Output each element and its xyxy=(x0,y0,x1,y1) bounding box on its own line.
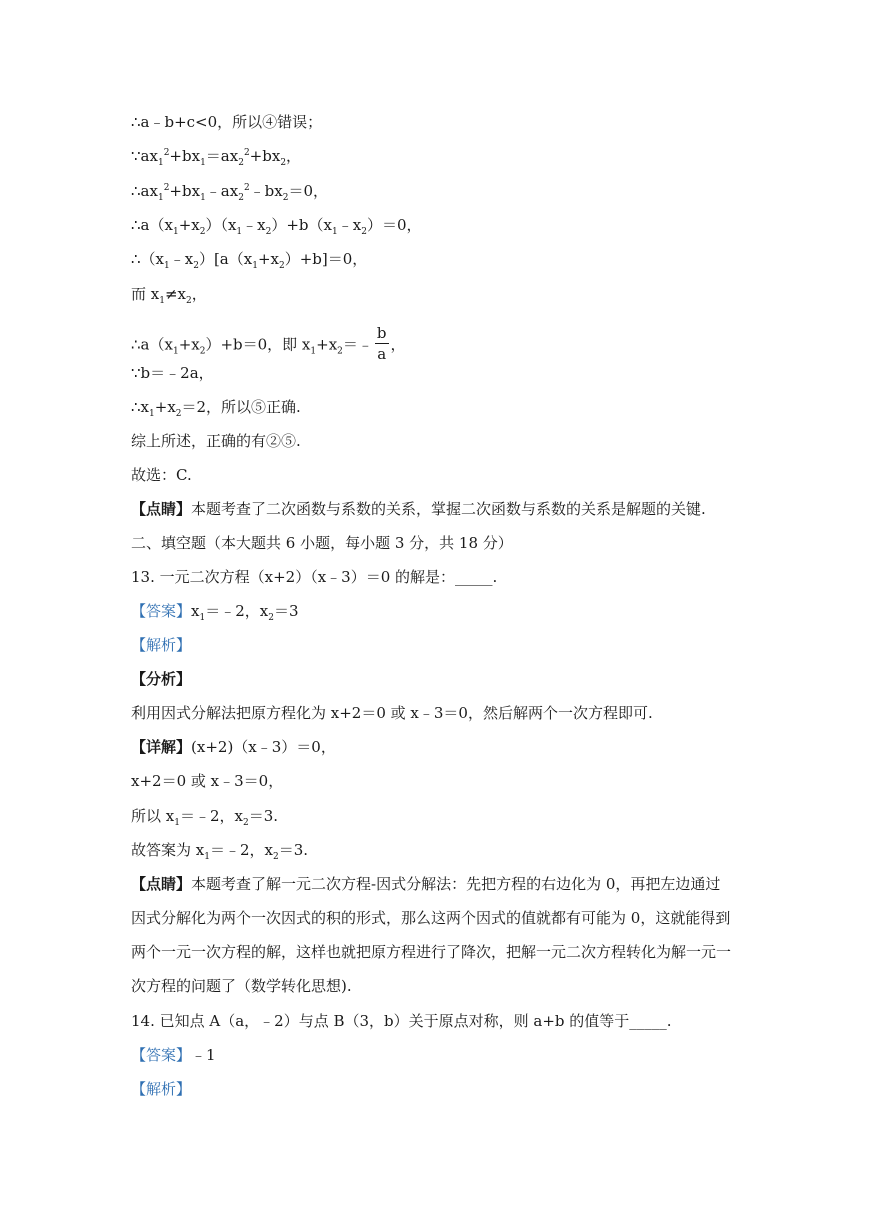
question-13: 13. 一元二次方程（x+2）（x﹣3）＝0 的解是：_____. xyxy=(131,568,498,586)
answer-tag: 【答案】 xyxy=(131,602,192,620)
analysis-tag: 【解析】 xyxy=(131,1080,192,1098)
text-line: 故选：C. xyxy=(131,466,192,484)
text-line: $\because ax_1^2+bx_1=ax_2^2+bx_2$， xyxy=(131,147,302,168)
section-heading: 二、填空题（本大题共 6 小题，每小题 3 分，共 18 分） xyxy=(131,534,513,552)
answer-line: 【答案】$x_1=﹣2$，$x_2=3$ xyxy=(131,602,299,623)
text-line: $\therefore(x_1﹣x_2)[a(x_1+x_2)+b]=0$， xyxy=(131,250,368,271)
analysis-tag: 【解析】 xyxy=(131,636,192,654)
answer-line: 【答案】﹣1 xyxy=(131,1046,216,1064)
text-line: 【详解】(x+2)（x﹣3）＝0， xyxy=(131,738,336,756)
text-line: x+2＝0 或 x﹣3＝0， xyxy=(131,772,284,790)
text-line: $\therefore x_1+x_2=2$，所以⑤正确. xyxy=(131,398,301,419)
text-line: ∴a﹣b+c<0，所以④错误； xyxy=(131,113,323,131)
text-line: ∵b＝﹣2a， xyxy=(131,364,214,382)
text-line: 综上所述，正确的有②⑤. xyxy=(131,432,301,450)
comment-tag: 【点睛】 xyxy=(131,875,192,893)
text-line: 所以 $x_1=﹣2$，$x_2=3$. xyxy=(131,807,279,828)
fraction-numerator: b xyxy=(376,324,387,342)
text-line: $\therefore ax_1^2+bx_1﹣ax_2^2﹣bx_2=0$， xyxy=(131,182,329,203)
fraction-denominator: a xyxy=(377,345,387,363)
text-line: 因式分解化为两个一次因式的积的形式，那么这两个因式的值就都有可能为 0，这就能得到 xyxy=(131,909,731,927)
text-line: $\therefore a(x_1+x_2)(x_1﹣x_2)+b(x_1﹣x_2)=0$， xyxy=(131,216,422,237)
analysis-heading: 【分析】 xyxy=(131,670,192,688)
question-14: 14. 已知点 A（a，﹣2）与点 B（3，b）关于原点对称，则 a+b 的值等于_____. xyxy=(131,1012,672,1030)
text-line: 利用因式分解法把原方程化为 x+2＝0 或 x﹣3＝0，然后解两个一次方程即可. xyxy=(131,704,653,722)
text-line: 次方程的问题了（数学转化思想). xyxy=(131,977,352,995)
text-line: 两个一元一次方程的解，这样也就把原方程进行了降次，把解一元二次方程转化为解一元一 xyxy=(131,943,732,961)
detail-tag: 【详解】 xyxy=(131,738,192,756)
fraction xyxy=(375,323,389,364)
text-line: 【点睛】本题考查了二次函数与系数的关系，掌握二次函数与系数的关系是解题的关键. xyxy=(131,500,706,518)
text-line: $\therefore a(x_1+x_2)+b=0$，即 $x_1+x_2=﹣$ $\frac{b}{a}$ ， xyxy=(131,324,406,363)
text-line: 而 $x_1\ne x_2$， xyxy=(131,285,207,306)
text-line: 故答案为 $x_1=﹣2$，$x_2=3$. xyxy=(131,841,309,862)
text-line: 【点睛】本题考查了解一元二次方程-因式分解法：先把方程的右边化为 0，再把左边通过 xyxy=(131,875,721,893)
answer-tag: 【答案】 xyxy=(131,1046,192,1064)
comment-tag: 【点睛】 xyxy=(131,500,192,518)
